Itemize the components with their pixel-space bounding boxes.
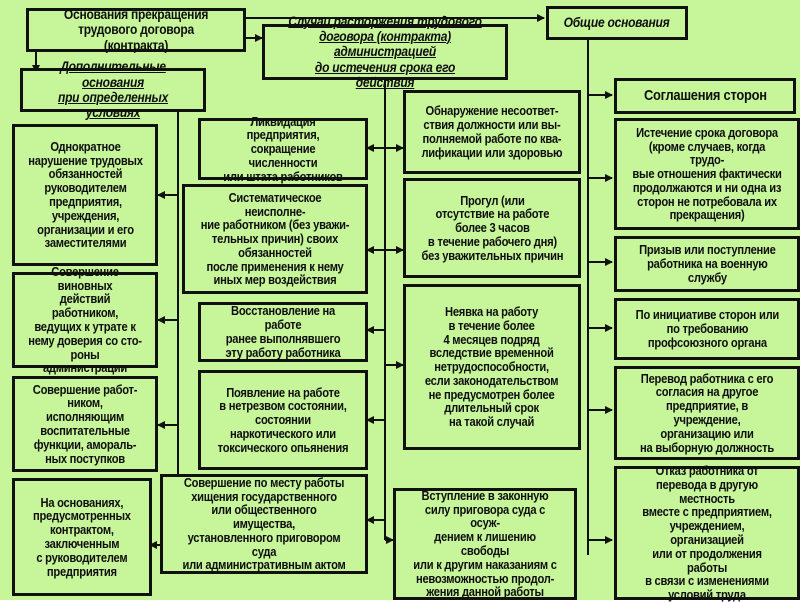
- general-item: Призыв или поступление работника на военную службу: [614, 236, 800, 292]
- additional-item: На основаниях, предусмотренных контрактом, заключенным с руководителем предприятия: [12, 478, 152, 596]
- admin-item: Ликвидация предприятия, сокращение численности или штата работников: [198, 118, 368, 180]
- admin-item: Прогул (или отсутствие на работе более 3 часов в течение рабочего дня) без уважительных причин: [403, 178, 581, 278]
- additional-item: Совершение работ- ником, исполняющим воспитательные функции, амораль- ных поступков: [12, 376, 158, 472]
- additional-item: Однократное нарушение трудовых обязанностей руководителем предприятия, учреждения, организации и его заместителями: [12, 124, 158, 266]
- general-heading: Общие основания: [546, 6, 688, 40]
- general-item: Истечение срока договора (кроме случаев, когда трудо- вые отношения фактически продолжаются и ни одна из сторон не потребовала их прекращения): [614, 118, 800, 230]
- general-item: Соглашения сторон: [614, 78, 796, 114]
- admin-item: Совершение по месту работы хищения государственного или общественного имущества, установленного приговором суда или административным актом: [160, 474, 368, 574]
- admin-item: Неявка на работу в течение более 4 месяцев подряд вследствие временной нетрудоспособности, если законодательством не предусмотрен более длительный срок на такой случай: [403, 284, 581, 450]
- additional-item: Совершение виновных действий работником, ведущих к утрате к нему доверия со сто- роны администрации: [12, 272, 158, 368]
- diagram-title: Основания прекращения трудового договора (контракта): [26, 8, 246, 52]
- general-item: Отказ работника от перевода в другую местность вместе с предприятием, учреждением, организацией или от продолжения работы в связи с изменениями условий труда: [614, 466, 800, 600]
- general-item: Перевод работника с его согласия на другое предприятие, в учреждение, организацию или на выборную должность: [614, 366, 800, 460]
- general-item: По инициативе сторон или по требованию профсоюзного органа: [614, 298, 800, 360]
- admin-item: Обнаружение несоответ- ствия должности или вы- полняемой работе по ква- лификации или здоровью: [403, 90, 581, 174]
- admin-item: Систематическое неисполне- ние работником (без уважи- тельных причин) своих обязанностей после применения к нему иных мер воздействия: [182, 184, 368, 294]
- additional-heading: Дополнительные основания при определенных условиях: [20, 68, 206, 112]
- admin-heading: Случаи расторжения трудового договора (контракта) администрацией до истечения срока его действия: [262, 24, 508, 80]
- admin-item: Появление на работе в нетрезвом состоянии, состоянии наркотического или токсического опьянения: [198, 370, 368, 470]
- admin-item: Восстановление на работе ранее выполнявшего эту работу работника: [198, 302, 368, 362]
- admin-item: Вступление в законную силу приговора суда с осуж- дением к лишению свободы или к другим наказаниям с невозможностью продол- жения данной работы: [393, 488, 577, 600]
